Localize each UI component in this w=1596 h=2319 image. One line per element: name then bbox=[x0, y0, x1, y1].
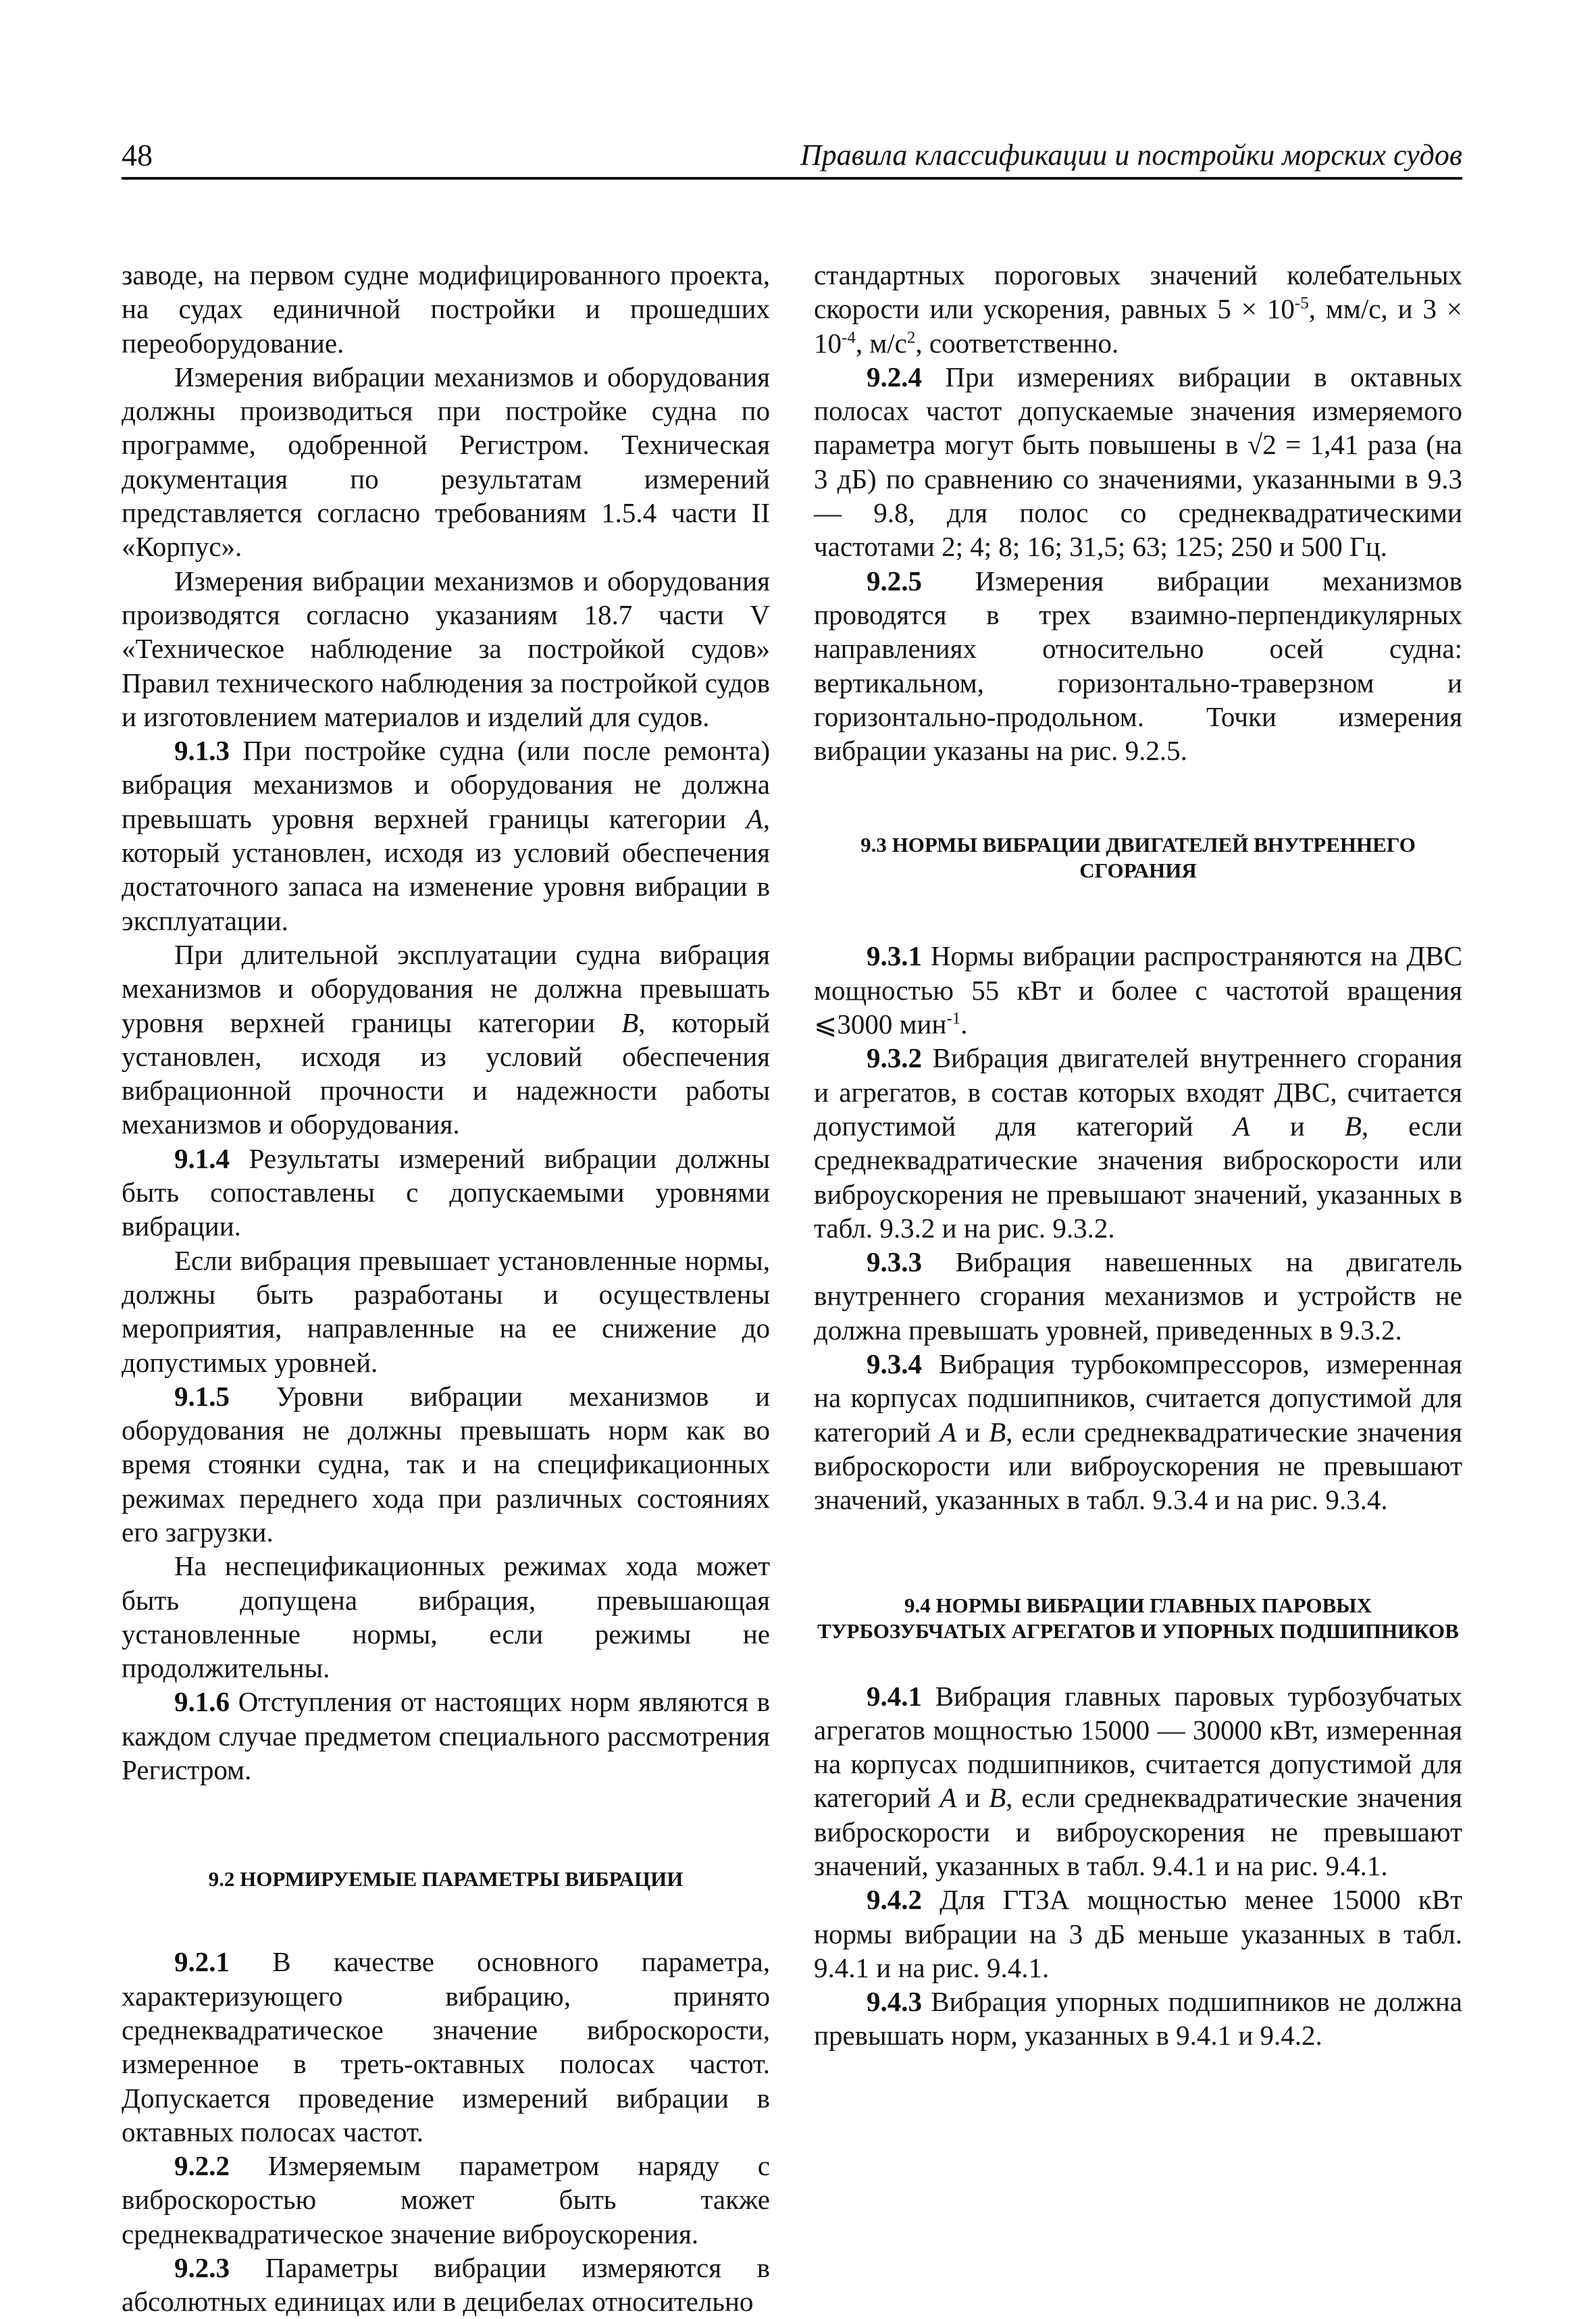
right-column bbox=[814, 258, 1462, 2053]
clause-number: 9.2.4 bbox=[867, 361, 922, 392]
clause-9-3-2: 9.3.2 Вибрация двигателей внутреннего сгорания и агрегатов, в состав которых входят ДВС, считается допустимой для категорий A и B, если среднеквадратические значения виброскорости или виброускорения не превышают значений, указанных в табл. 9.3.2 и на рис. 9.3.2. bbox=[814, 1042, 1463, 1244]
clause-number: 9.3.2 bbox=[867, 1042, 922, 1074]
clause-number: 9.4.2 bbox=[867, 1884, 922, 1916]
clause-9-1-4: 9.1.4 Результаты измерений вибрации должны быть сопоставлены с допускаемыми уровнями вибрации. bbox=[122, 1142, 771, 1242]
clause-9-3-4: 9.3.4 Вибрация турбокомпрессоров, измеренная на корпусах подшипников, считается допустимой для категорий A и B, если среднеквадратические значения виброскорости или виброускорения не превышают значений, указанных в табл. 9.3.4 и на рис. 9.3.4. bbox=[814, 1348, 1463, 1516]
clause-9-4-3: 9.4.3 Вибрация упорных подшипников не должна превышать норм, указанных в 9.4.1 и 9.4.2. bbox=[814, 1986, 1462, 2052]
clause-9-4-2: 9.4.2 Для ГТЗА мощностью менее 15000 кВт нормы вибрации на 3 дБ меньше указанных в табл. 9.4.1 и на рис. 9.4.1. bbox=[814, 1884, 1462, 1983]
clause-9-2-3: 9.2.3 Параметры вибрации измеряются в абсолютных единицах или в децибелах относительно bbox=[122, 2252, 771, 2318]
running-title: Правила классификации и постройки морских судов bbox=[800, 138, 1462, 172]
paragraph: Измерения вибрации механизмов и оборудования производятся согласно указаниям 18.7 части V «Техническое наблюдение за постройкой судов» Правил технического наблюдения за постройкой судов и изготовлением материалов и изделий для судов. bbox=[122, 565, 770, 732]
section-heading-9-4: 9.4 НОРМЫ ВИБРАЦИИ ГЛАВНЫХ ПАРОВЫХ ТУРБОЗУБЧАТЫХ АГРЕГАТОВ И УПОРНЫХ ПОДШИПНИКОВ bbox=[817, 1593, 1459, 1643]
paragraph: На неспецификационных режимах хода может быть допущена вибрация, превышающая установленные нормы, если режимы не продолжительны. bbox=[122, 1550, 770, 1684]
clause-9-2-5: 9.2.5 Измерения вибрации механизмов проводятся в трех взаимно-перпендикулярных направлениях относительно осей судна: вертикальном, горизонтально-траверзном и горизонтально-продольном. Точки измерения вибрации указаны на рис. 9.2.5. bbox=[814, 565, 1462, 767]
paragraph: заводе, на первом судне модифицированного проекта, на судах единичной постройки и прошедших переоборудование. bbox=[122, 259, 770, 359]
clause-number: 9.2.1 bbox=[174, 1946, 230, 1978]
clause-number: 9.4.1 bbox=[867, 1680, 922, 1712]
clause-9-3-3: 9.3.3 Вибрация навешенных на двигатель внутреннего сгорания механизмов и устройств не должна превышать уровней, приведенных в 9.3.2. bbox=[814, 1246, 1462, 1346]
clause-9-1-5: 9.1.5 Уровни вибрации механизмов и оборудования не должны превышать норм как во время стоянки судна, так и на спецификационных режимах переднего хода при различных состояниях его загрузки. bbox=[122, 1380, 771, 1548]
clause-number: 9.4.3 bbox=[867, 1986, 922, 2018]
clause-9-1-3: 9.1.3 При постройке судна (или после ремонта) вибрация механизмов и оборудования не должна превышать уровня верхней границы категории A, который установлен, исходя из условий обеспечения достаточного запаса на изменение уровня вибрации в эксплуатации. bbox=[122, 735, 770, 936]
paragraph: Если вибрация превышает установленные нормы, должны быть разработаны и осуществлены мероприятия, направленные на ее снижение до допустимых уровней. bbox=[122, 1244, 770, 1378]
clause-number: 9.1.4 bbox=[174, 1142, 230, 1174]
clause-9-2-1: 9.2.1 В качестве основного параметра, характеризующего вибрацию, принято среднеквадратическое значение виброскорости, измеренное в треть-октавных полосах частот. Допускается проведение измерений вибрации в октавных полосах частот. bbox=[122, 1946, 770, 2147]
page-number: 48 bbox=[122, 138, 153, 172]
paragraph: При длительной эксплуатации судна вибрация механизмов и оборудования не должна превышать уровня верхней границы категории B, который установлен, исходя из условий обеспечения вибрационной прочности и надежности работы механизмов и оборудования. bbox=[122, 938, 771, 1140]
page-header bbox=[122, 135, 1462, 180]
clause-number: 9.2.2 bbox=[174, 2150, 230, 2182]
clause-number: 9.1.6 bbox=[174, 1686, 230, 1718]
clause-number: 9.3.3 bbox=[867, 1246, 922, 1278]
clause-number: 9.2.5 bbox=[867, 565, 922, 596]
clause-number: 9.3.4 bbox=[867, 1348, 922, 1380]
clause-number: 9.1.5 bbox=[174, 1380, 230, 1412]
clause-9-1-6: 9.1.6 Отступления от настоящих норм являются в каждом случае предметом специального рассмотрения Регистром. bbox=[122, 1686, 770, 1786]
clause-number: 9.2.3 bbox=[174, 2252, 230, 2284]
clause-9-3-1: 9.3.1 Нормы вибрации распространяются на ДВС мощностью 55 кВт и более с частотой вращения ⩽3000 мин$^{-1}$. bbox=[814, 940, 1463, 1040]
clause-number: 9.1.3 bbox=[174, 735, 230, 767]
clause-9-2-4: 9.2.4 При измерениях вибрации в октавных полосах частот допускаемые значения измеряемого параметра могут быть повышены в √2 = 1,41 раза (на 3 дБ) по сравнению со значениями, указанными в 9.3 — 9.8, для полос со среднеквадратическими частотами 2; 4; 8; 16; 31,5; 63; 125; 250 и 500 Гц. bbox=[814, 361, 1462, 563]
clause-number: 9.3.1 bbox=[867, 940, 922, 972]
paragraph: стандартных пороговых значений колебательных скорости или ускорения, равных $5 \times 10^{-5}$, мм/с, и $3 \times 10^{-4}$, $м/с^2$, соответственно. bbox=[814, 259, 1462, 359]
paragraph: Измерения вибрации механизмов и оборудования должны производиться при постройке судна по программе, одобренной Регистром. Техническая документация по результатам измерений представляется согласно требованиям 1.5.4 части II «Корпус». bbox=[122, 361, 770, 563]
left-column bbox=[122, 258, 770, 2319]
section-heading-9-3: 9.3 НОРМЫ ВИБРАЦИИ ДВИГАТЕЛЕЙ ВНУТРЕННЕГО СГОРАНИЯ bbox=[860, 833, 1416, 883]
clause-9-4-1: 9.4.1 Вибрация главных паровых турбозубчатых агрегатов мощностью 15000 — 30000 кВт, измеренная на корпусах подшипников, считается допустимой для категорий A и B, если среднеквадратические значения виброскорости и виброускорения не превышают значений, указанных в табл. 9.4.1 и на рис. 9.4.1. bbox=[814, 1680, 1463, 1881]
clause-9-2-2: 9.2.2 Измеряемым параметром наряду с виброскоростью может быть также среднеквадратическое значение виброускорения. bbox=[122, 2150, 771, 2249]
section-heading-9-2: 9.2 НОРМИРУЕМЫЕ ПАРАМЕТРЫ ВИБРАЦИИ bbox=[208, 1867, 684, 1891]
